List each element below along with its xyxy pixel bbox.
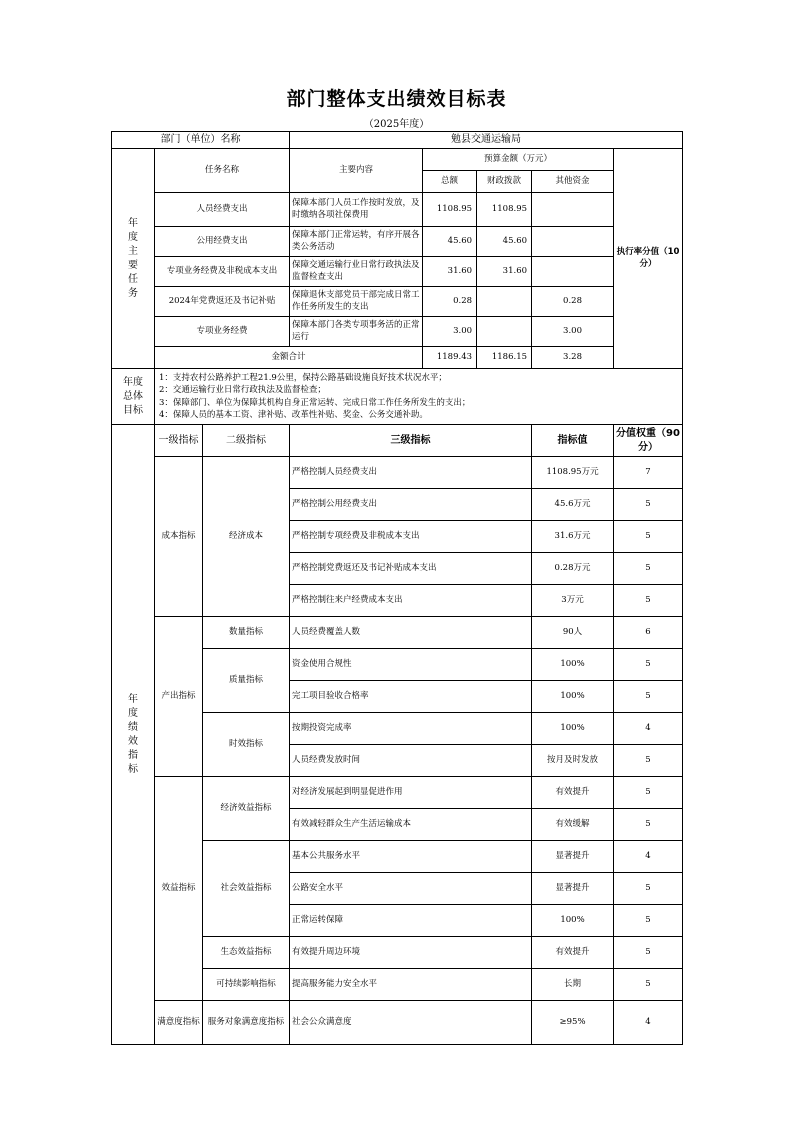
totals-total: 1189.43 [423, 347, 477, 369]
task-name: 专项业务经费及非税成本支出 [155, 257, 290, 287]
task-fiscal [477, 287, 532, 317]
weight-cell: 4 [614, 1001, 683, 1045]
totals-label: 金额合计 [155, 347, 423, 369]
objective-item: 2：交通运输行业日常行政执法及监督检查； [159, 385, 326, 396]
value-cell: 显著提升 [532, 873, 614, 905]
objective-item: 1：支持农村公路养护工程21.9公里，保持公路基础设施良好技术状况水平； [159, 373, 447, 383]
level3-cell: 人员经费发放时间 [290, 745, 532, 777]
level3-cell: 有效减轻群众生产生活运输成本 [290, 809, 532, 841]
task-row [112, 193, 683, 227]
task-fiscal [477, 317, 532, 347]
page-subtitle: （2025年度） [363, 119, 430, 130]
weight-cell: 5 [614, 809, 683, 841]
task-fiscal: 31.60 [477, 257, 532, 287]
value-cell: 45.6万元 [532, 489, 614, 521]
level3-cell: 严格控制公用经费支出 [290, 489, 532, 521]
task-total: 31.60 [423, 257, 477, 287]
task-name: 2024年党费返还及书记补贴 [155, 287, 290, 317]
performance-target-table [111, 131, 683, 1045]
level1-cell: 满意度指标 [155, 1001, 203, 1045]
value-cell: 100% [532, 905, 614, 937]
level3-cell: 严格控制专项经费及非税成本支出 [290, 521, 532, 553]
total-header: 总额 [423, 171, 477, 193]
totals-other: 3.28 [532, 347, 614, 369]
level2-cell: 经济效益指标 [203, 777, 290, 841]
task-name-header: 任务名称 [155, 149, 290, 193]
value-cell: 有效缓解 [532, 809, 614, 841]
level3-header: 三级指标 [290, 425, 532, 457]
task-total: 0.28 [423, 287, 477, 317]
budget-header: 预算金额（万元） [423, 149, 614, 171]
level3-cell: 资金使用合规性 [290, 649, 532, 681]
task-total: 3.00 [423, 317, 477, 347]
value-cell: 0.28万元 [532, 553, 614, 585]
value-cell: 长期 [532, 969, 614, 1001]
task-other: 3.00 [532, 317, 614, 347]
fiscal-header: 财政拨款 [477, 171, 532, 193]
dept-label: 部门（单位）名称 [112, 132, 290, 149]
task-other: 0.28 [532, 287, 614, 317]
weight-cell: 6 [614, 617, 683, 649]
task-content: 保障本部门各类专项事务活的正常运行 [290, 317, 423, 347]
value-cell: 按月及时发放 [532, 745, 614, 777]
level3-cell: 人员经费覆盖人数 [290, 617, 532, 649]
annual-objectives-label: 年度总体目标 [112, 369, 155, 425]
task-total: 45.60 [423, 227, 477, 257]
value-cell: 有效提升 [532, 937, 614, 969]
level2-cell: 质量指标 [203, 649, 290, 713]
weight-cell: 7 [614, 457, 683, 489]
level3-cell: 严格控制往来户经费成本支出 [290, 585, 532, 617]
weight-cell: 5 [614, 585, 683, 617]
page-title: 部门整体支出绩效目标表 [286, 88, 507, 110]
task-content: 保障本部门人员工作按时发放，及时缴纳各项社保费用 [290, 193, 423, 227]
totals-fiscal: 1186.15 [477, 347, 532, 369]
level3-cell: 严格控制人员经费支出 [290, 457, 532, 489]
task-content: 保障本部门正常运转，有序开展各类公务活动 [290, 227, 423, 257]
dept-name: 勉县交通运输局 [290, 132, 683, 149]
annual-objectives [155, 369, 683, 425]
level3-cell: 正常运转保障 [290, 905, 532, 937]
level2-cell: 数量指标 [203, 617, 290, 649]
level3-cell: 基本公共服务水平 [290, 841, 532, 873]
level3-cell: 社会公众满意度 [290, 1001, 532, 1045]
level2-cell: 社会效益指标 [203, 841, 290, 937]
level2-cell: 服务对象满意度指标 [203, 1001, 290, 1045]
exec-rate-header: 执行率分值（10分） [614, 149, 683, 369]
task-name: 公用经费支出 [155, 227, 290, 257]
other-header: 其他资金 [532, 171, 614, 193]
weight-cell: 5 [614, 489, 683, 521]
task-row [112, 227, 683, 257]
performance-indicators-label: 年度绩效指标 [112, 425, 155, 1045]
weight-cell: 5 [614, 873, 683, 905]
value-cell: 有效提升 [532, 777, 614, 809]
value-cell: 100% [532, 649, 614, 681]
task-fiscal: 45.60 [477, 227, 532, 257]
level1-cell: 产出指标 [155, 617, 203, 777]
level1-cell: 成本指标 [155, 457, 203, 617]
task-content: 保障退休支部党员干部完成日常工作任务所发生的支出 [290, 287, 423, 317]
level3-cell: 严格控制党费返还及书记补贴成本支出 [290, 553, 532, 585]
value-cell: 90人 [532, 617, 614, 649]
task-fiscal: 1108.95 [477, 193, 532, 227]
objective-item: 3：保障部门、单位为保障其机构自身正常运转、完成日常工作任务所发生的支出； [159, 397, 471, 408]
weight-cell: 5 [614, 521, 683, 553]
task-other [532, 193, 614, 227]
indicator-row [112, 457, 683, 489]
level2-cell: 可持续影响指标 [203, 969, 290, 1001]
value-cell: 100% [532, 713, 614, 745]
task-total: 1108.95 [423, 193, 477, 227]
indicator-row [112, 1001, 683, 1045]
weight-cell: 5 [614, 745, 683, 777]
value-cell: 31.6万元 [532, 521, 614, 553]
weight-cell: 5 [614, 777, 683, 809]
level3-cell: 提高服务能力安全水平 [290, 969, 532, 1001]
weight-cell: 4 [614, 841, 683, 873]
weight-cell: 4 [614, 713, 683, 745]
level3-cell: 对经济发展起到明显促进作用 [290, 777, 532, 809]
objective-item: 4：保障人员的基本工资、津补贴、改革性补贴、奖金、公务交通补助。 [159, 409, 428, 420]
indicator-row [112, 617, 683, 649]
level3-cell: 完工项目验收合格率 [290, 681, 532, 713]
level1-header: 一级指标 [155, 425, 203, 457]
task-other [532, 257, 614, 287]
main-content-header: 主要内容 [290, 149, 423, 193]
weight-cell: 5 [614, 649, 683, 681]
annual-tasks-label: 年度主要任务 [112, 149, 155, 369]
weight-cell: 5 [614, 905, 683, 937]
level3-cell: 有效提升周边环境 [290, 937, 532, 969]
level2-cell: 生态效益指标 [203, 937, 290, 969]
totals-row [112, 347, 683, 369]
task-name: 人员经费支出 [155, 193, 290, 227]
task-row [112, 257, 683, 287]
task-other [532, 227, 614, 257]
weight-cell: 5 [614, 553, 683, 585]
task-name: 专项业务经费 [155, 317, 290, 347]
task-content: 保障交通运输行业日常行政执法及监督检查支出 [290, 257, 423, 287]
weight-cell: 5 [614, 969, 683, 1001]
task-row [112, 317, 683, 347]
weight-cell: 5 [614, 681, 683, 713]
level2-cell: 经济成本 [203, 457, 290, 617]
level1-cell: 效益指标 [155, 777, 203, 1001]
task-row [112, 287, 683, 317]
value-header: 指标值 [532, 425, 614, 457]
level2-cell: 时效指标 [203, 713, 290, 777]
level2-header: 二级指标 [203, 425, 290, 457]
value-cell: 1108.95万元 [532, 457, 614, 489]
level3-cell: 按期投资完成率 [290, 713, 532, 745]
weight-cell: 5 [614, 937, 683, 969]
indicator-row [112, 777, 683, 809]
weight-header: 分值权重（90分） [614, 425, 683, 457]
level3-cell: 公路安全水平 [290, 873, 532, 905]
value-cell: 100% [532, 681, 614, 713]
value-cell: 3万元 [532, 585, 614, 617]
value-cell: ≥95% [532, 1001, 614, 1045]
value-cell: 显著提升 [532, 841, 614, 873]
